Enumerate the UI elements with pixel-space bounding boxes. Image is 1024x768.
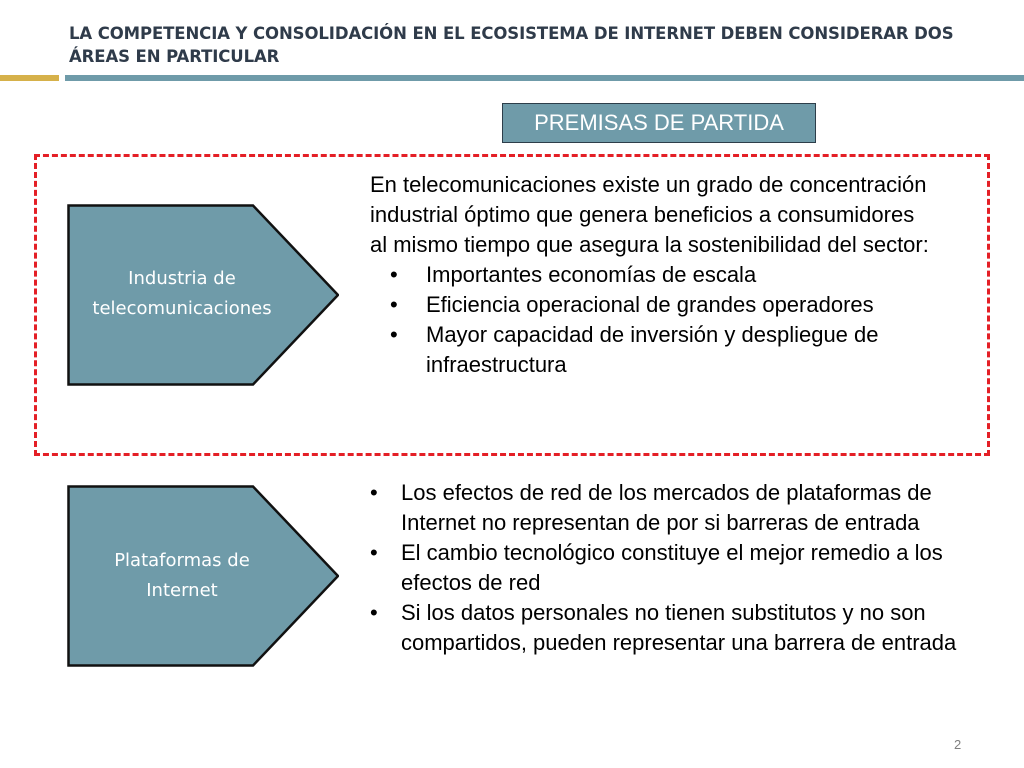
plataformas-label bbox=[77, 546, 287, 606]
premisas-label-box: PREMISAS DE PARTIDA bbox=[502, 103, 816, 143]
bullet-icon: • bbox=[390, 322, 398, 347]
list-item bbox=[370, 320, 970, 380]
industria-label-line1: Industria de bbox=[128, 268, 236, 289]
bullet-icon: • bbox=[390, 262, 398, 287]
plataformas-text-block bbox=[370, 478, 980, 658]
title-accent-bar bbox=[0, 75, 59, 81]
industria-bullet-list bbox=[370, 260, 970, 380]
title-underline-bar bbox=[65, 75, 1024, 81]
industria-text-block bbox=[370, 170, 970, 380]
list-item bbox=[370, 598, 980, 658]
industria-label-line2: telecomunicaciones bbox=[92, 298, 272, 319]
bullet-icon: • bbox=[370, 600, 378, 625]
industria-shape bbox=[67, 204, 339, 386]
list-item-text: Si los datos personales no tienen substitutos y no son compartidos, pueden representar una barrera de entrada bbox=[401, 600, 957, 655]
list-item bbox=[370, 538, 980, 598]
list-item-text: El cambio tecnológico constituye el mejor remedio a los efectos de red bbox=[401, 540, 943, 595]
list-item-text: Mayor capacidad de inversión y despliegue de infraestructura bbox=[426, 322, 879, 377]
list-item bbox=[370, 260, 970, 290]
plataformas-label-line2: Internet bbox=[146, 580, 218, 601]
list-item-text: Los efectos de red de los mercados de plataformas de Internet no representan de por si barreras de entrada bbox=[401, 480, 932, 535]
list-item-text: Importantes economías de escala bbox=[426, 262, 757, 287]
list-item bbox=[370, 478, 980, 538]
plataformas-bullet-list bbox=[370, 478, 980, 658]
industria-label bbox=[77, 264, 287, 324]
slide-title: LA COMPETENCIA Y CONSOLIDACIÓN EN EL ECOSISTEMA DE INTERNET DEBEN CONSIDERAR DOS ÁREAS EN PARTICULAR bbox=[69, 24, 954, 66]
list-item-text: Eficiencia operacional de grandes operadores bbox=[426, 292, 874, 317]
bullet-icon: • bbox=[370, 480, 378, 505]
plataformas-label-line1: Plataformas de bbox=[114, 550, 250, 571]
list-item bbox=[370, 290, 970, 320]
plataformas-shape bbox=[67, 485, 339, 667]
industria-intro: En telecomunicaciones existe un grado de concentración industrial óptimo que genera beneficios a consumidores al mismo tiempo que asegura la sostenibilidad del sector: bbox=[370, 172, 929, 257]
bullet-icon: • bbox=[370, 540, 378, 565]
bullet-icon: • bbox=[390, 292, 398, 317]
page-number: 2 bbox=[954, 737, 962, 752]
